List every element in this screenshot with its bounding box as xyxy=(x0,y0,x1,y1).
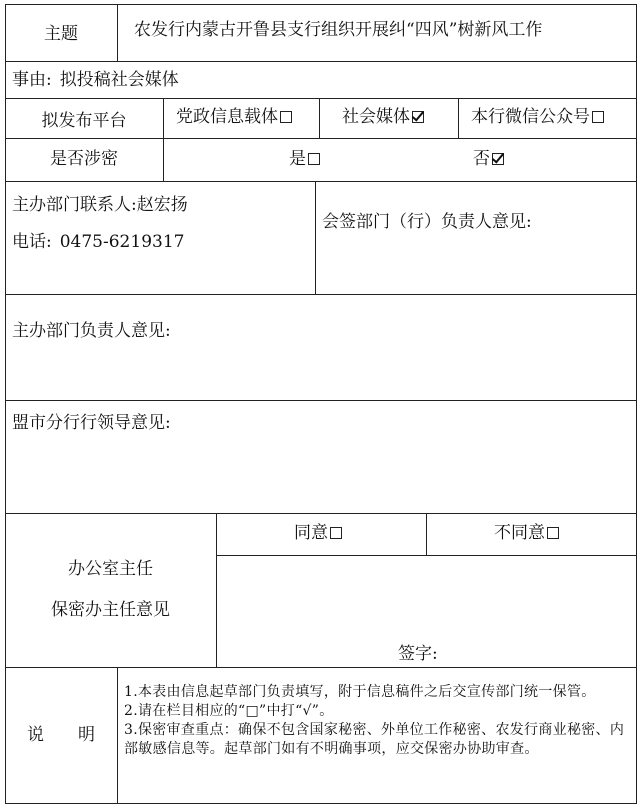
table-line xyxy=(5,138,637,139)
secret-option-yes[interactable] xyxy=(289,151,320,168)
table-line xyxy=(5,98,637,99)
platform-option-social[interactable] xyxy=(342,109,424,126)
contact-person-label: 主办部门联系人: xyxy=(12,195,137,215)
contact-phone-label: 电话: xyxy=(12,232,52,252)
table-line xyxy=(5,513,637,514)
contact-phone-row xyxy=(12,234,184,251)
host-dept-opinion-label: 主办部门负责人意见: xyxy=(12,321,171,341)
table-line xyxy=(458,98,459,139)
disagree-option[interactable] xyxy=(494,525,559,542)
table-line xyxy=(216,513,217,668)
secret-option-label: 是 xyxy=(289,149,306,169)
table-line xyxy=(5,294,637,295)
table-line xyxy=(5,4,637,5)
platform-option-label: 社会媒体 xyxy=(342,107,410,127)
checkbox-empty-icon[interactable] xyxy=(547,527,559,539)
table-line xyxy=(426,513,427,556)
branch-leader-opinion-label: 盟市分行行领导意见: xyxy=(12,413,171,433)
signature-label: 签字: xyxy=(398,644,438,664)
table-line xyxy=(5,400,637,401)
subject-value: 农发行内蒙古开鲁县支行组织开展纠“四风”树新风工作 xyxy=(134,20,543,40)
table-line xyxy=(315,181,316,295)
platform-option-party[interactable] xyxy=(176,109,292,126)
contact-phone-value: 0475-6219317 xyxy=(59,232,185,252)
checkbox-checked-icon[interactable] xyxy=(412,111,424,123)
contact-person-row xyxy=(12,197,188,214)
table-line xyxy=(5,803,637,804)
agree-option[interactable] xyxy=(294,525,342,542)
note-item: 3.保密审查重点：确保不包含国家秘密、外单位工作秘密、农发行商业秘密、内部敏感信息等。起草部门如有不明确事项，应交保密办协助审查。 xyxy=(124,722,625,757)
secret-option-label: 否 xyxy=(473,149,490,169)
subject-label: 主题 xyxy=(44,24,78,44)
office-label-line1: 办公室主任 xyxy=(68,559,153,579)
platform-option-label: 本行微信公众号 xyxy=(471,107,590,127)
table-line xyxy=(117,667,118,804)
table-line xyxy=(319,98,320,139)
table-line xyxy=(117,4,118,62)
checkbox-empty-icon[interactable] xyxy=(330,527,342,539)
table-line xyxy=(5,667,637,668)
platform-option-label: 党政信息载体 xyxy=(176,107,278,127)
checkbox-empty-icon[interactable] xyxy=(308,153,320,165)
checkbox-empty-icon[interactable] xyxy=(280,111,292,123)
agree-label: 同意 xyxy=(294,523,328,543)
secret-label: 是否涉密 xyxy=(50,149,118,169)
checkbox-checked-icon[interactable] xyxy=(492,153,504,165)
secret-option-no[interactable] xyxy=(473,151,504,168)
office-label-line2: 保密办主任意见 xyxy=(51,600,170,620)
cosign-label: 会签部门（行）负责人意见: xyxy=(322,212,532,232)
note-item: 1.本表由信息起草部门负责填写，附于信息稿件之后交宣传部门统一保管。 xyxy=(124,684,596,700)
disagree-label: 不同意 xyxy=(494,523,545,543)
platform-option-wechat[interactable] xyxy=(471,109,604,126)
platform-label: 拟发布平台 xyxy=(41,111,127,131)
table-line xyxy=(5,181,637,182)
reason-row xyxy=(12,72,179,89)
table-line xyxy=(5,61,637,62)
reason-label: 事由: xyxy=(12,70,52,90)
reason-value: 拟投稿社会媒体 xyxy=(59,70,179,90)
notes-label: 说 明 xyxy=(27,725,95,745)
note-item: 2.请在栏目相应的“□”中打“√”。 xyxy=(124,703,334,719)
contact-person-name: 赵宏扬 xyxy=(136,195,188,215)
checkbox-empty-icon[interactable] xyxy=(592,111,604,123)
table-line xyxy=(163,98,164,182)
notes-list xyxy=(124,683,632,759)
table-line xyxy=(636,4,637,804)
